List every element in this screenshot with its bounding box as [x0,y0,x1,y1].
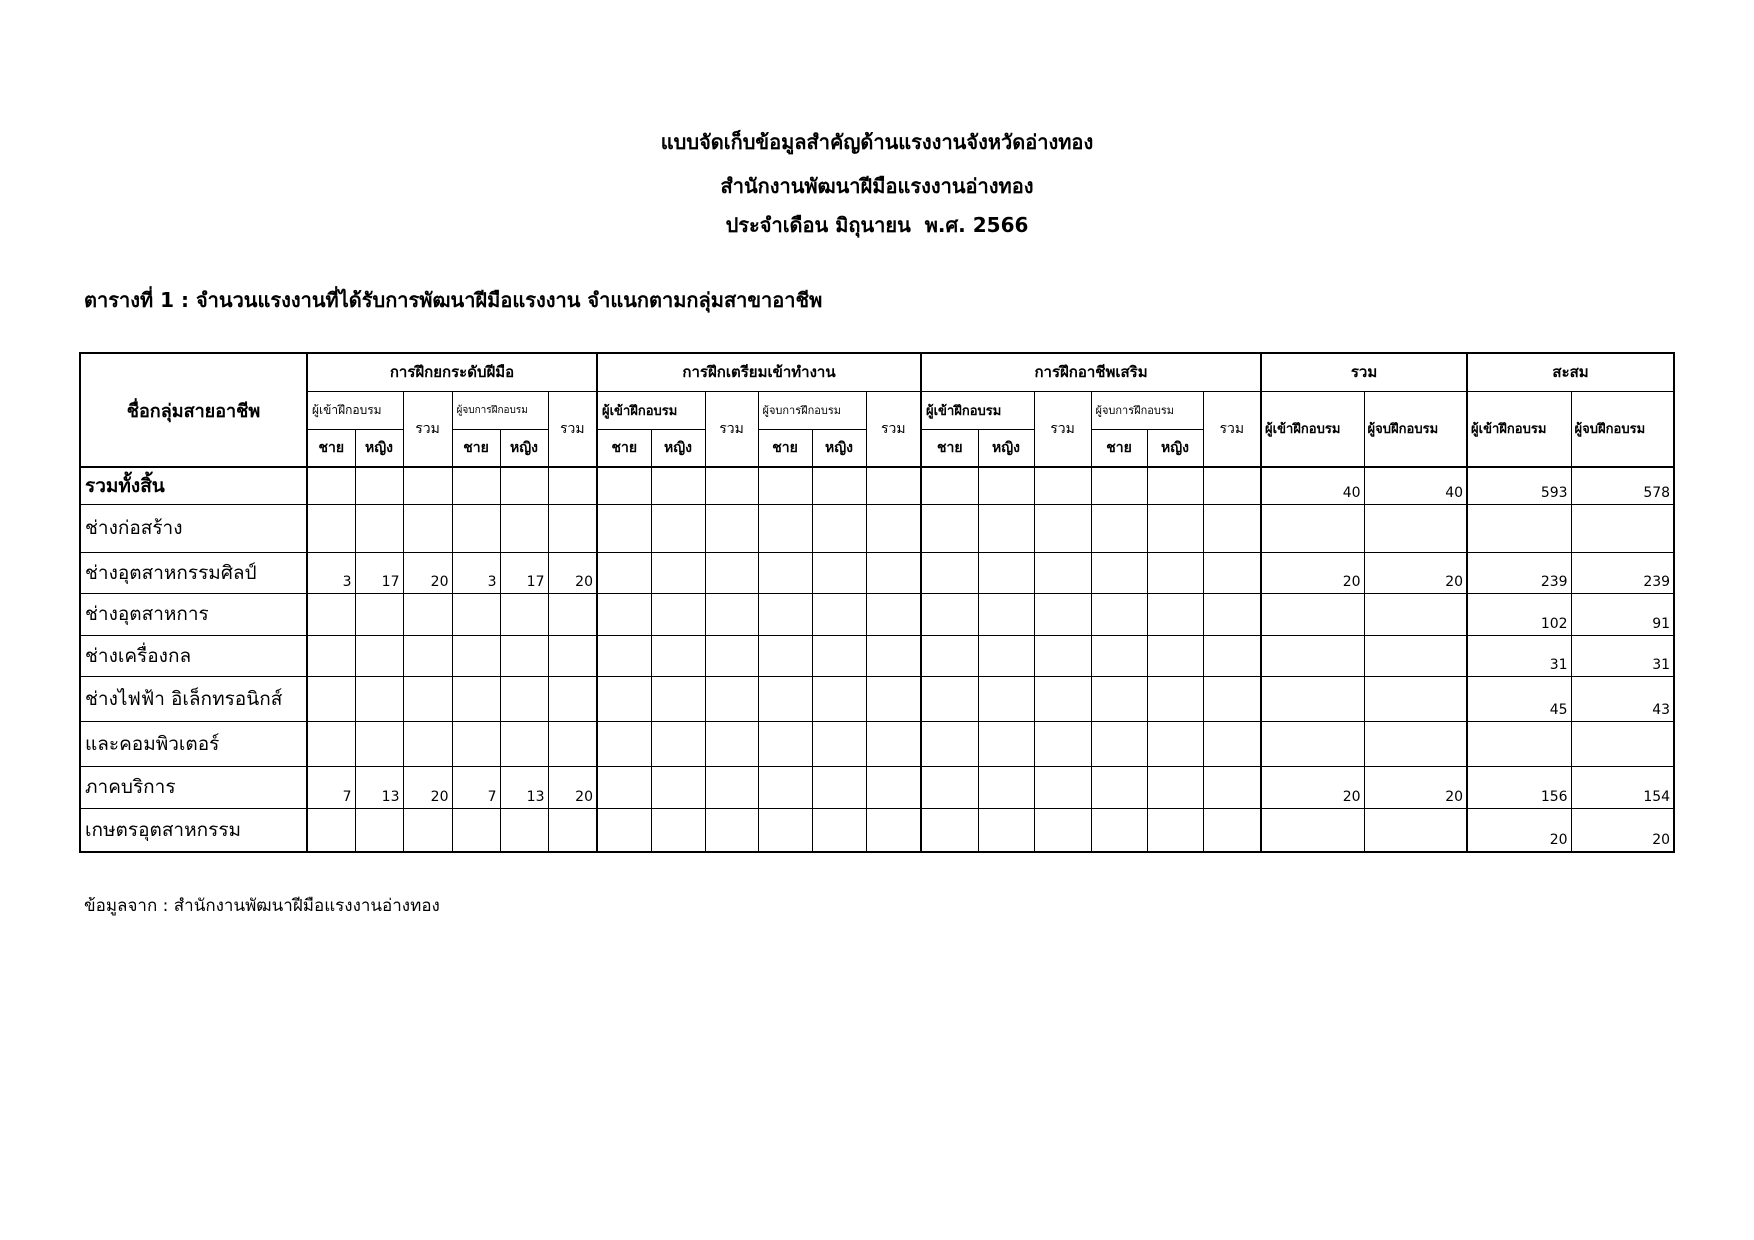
cumulative-completed-cell: 43 [1571,676,1674,721]
upgrade-completed-total-cell [548,721,597,766]
supp-completed-female-cell [1147,721,1203,766]
prep-completed-male-cell [758,552,812,593]
supp-completed-total-header: รวม [1203,391,1261,467]
upgrade-completed-female-cell [500,504,548,552]
upgrade-entered-female-header: หญิง [355,429,403,467]
upgrade-entered-total-header: รวม [403,391,452,467]
table-row-computer [80,721,1674,766]
prep-completed-total-cell [866,676,921,721]
header-row-groups [80,353,1674,391]
upgrade-entered-total-cell [403,504,452,552]
cumulative-completed-cell [1571,721,1674,766]
prep-completed-total-cell [866,467,921,504]
supp-entered-total-cell [1034,467,1091,504]
upgrade-entered-male-cell [307,467,355,504]
prep-entered-male-header: ชาย [597,429,651,467]
supp-entered-male-cell [921,593,978,635]
table-row-industrial-arts [80,552,1674,593]
prep-entered-total-cell [705,635,758,676]
upgrade-completed-male-cell: 3 [452,552,500,593]
upgrade-entered-male-header: ชาย [307,429,355,467]
document-title: แบบจัดเก็บข้อมูลสำคัญด้านแรงงานจังหวัดอ่างทอง [660,130,1094,154]
supp-completed-female-cell [1147,467,1203,504]
supp-entered-male-cell [921,635,978,676]
supp-entered-female-cell [978,504,1034,552]
cumulative-entered-cell: 31 [1467,635,1571,676]
skill-upgrade-header: การฝึกยกระดับฝีมือ [307,353,597,391]
supp-entered-female-cell [978,676,1034,721]
summary-completed-header: ผู้จบฝึกอบรม [1364,391,1467,467]
cumulative-completed-cell [1571,504,1674,552]
supp-completed-male-cell [1091,676,1147,721]
supp-entered-female-cell [978,467,1034,504]
row-label: ช่างไฟฟ้า อิเล็กทรอนิกส์ [80,676,307,721]
supp-entered-total-cell [1034,504,1091,552]
prep-entered-total-cell [705,593,758,635]
upgrade-completed-male-cell [452,635,500,676]
prep-entered-female-header: หญิง [651,429,705,467]
upgrade-entered-male-cell [307,593,355,635]
supp-completed-total-cell [1203,467,1261,504]
upgrade-entered-male-cell: 7 [307,766,355,808]
cumulative-entered-cell [1467,504,1571,552]
upgrade-entered-male-cell [307,721,355,766]
document-office: สำนักงานพัฒนาฝีมือแรงงานอ่างทอง [720,174,1034,198]
prep-entered-male-cell [597,467,651,504]
sum-completed-cell [1364,808,1467,852]
supp-completed-total-cell [1203,808,1261,852]
prep-completed-male-cell [758,721,812,766]
supp-entered-total-header: รวม [1034,391,1091,467]
upgrade-entered-male-cell: 3 [307,552,355,593]
upgrade-completed-female-cell [500,635,548,676]
upgrade-completed-total-cell: 20 [548,552,597,593]
upgrade-entered-female-cell [355,635,403,676]
upgrade-completed-male-header: ชาย [452,429,500,467]
upgrade-completed-female-header: หญิง [500,429,548,467]
supp-completed-female-cell [1147,593,1203,635]
sum-completed-cell [1364,593,1467,635]
supp-completed-total-cell [1203,676,1261,721]
upgrade-entered-total-cell [403,721,452,766]
upgrade-completed-female-cell [500,721,548,766]
upgrade-completed-female-cell [500,467,548,504]
cumulative-completed-header: ผู้จบฝึกอบรม [1571,391,1674,467]
upgrade-completed-header: ผู้จบการฝึกอบรม [452,391,548,429]
prep-entered-header: ผู้เข้าฝึกอบรม [597,391,705,429]
cumulative-entered-cell: 593 [1467,467,1571,504]
occupation-group-header: ชื่อกลุ่มสายอาชีพ [80,353,307,467]
upgrade-entered-female-cell [355,721,403,766]
supp-entered-male-cell [921,721,978,766]
sum-completed-cell [1364,635,1467,676]
table-row-agro-industry [80,808,1674,852]
prep-entered-male-cell [597,635,651,676]
upgrade-completed-female-cell: 13 [500,766,548,808]
supp-completed-male-header: ชาย [1091,429,1147,467]
supp-entered-male-header: ชาย [921,429,978,467]
supp-completed-female-cell [1147,552,1203,593]
prep-entered-female-cell [651,467,705,504]
supp-entered-female-cell [978,808,1034,852]
row-label: รวมทั้งสิ้น [80,467,307,504]
upgrade-entered-female-cell [355,467,403,504]
upgrade-entered-total-cell: 20 [403,766,452,808]
table-row-mechanical [80,635,1674,676]
upgrade-entered-total-cell [403,593,452,635]
prep-entered-total-cell [705,552,758,593]
supp-entered-female-header: หญิง [978,429,1034,467]
prep-completed-male-cell [758,808,812,852]
prep-entered-total-cell [705,676,758,721]
upgrade-completed-total-header: รวม [548,391,597,467]
prep-entered-female-cell [651,504,705,552]
upgrade-entered-female-cell [355,808,403,852]
supp-entered-total-cell [1034,676,1091,721]
supp-completed-male-cell [1091,808,1147,852]
header-row-subgroups [80,391,1674,429]
supp-entered-male-cell [921,808,978,852]
cumulative-completed-cell: 239 [1571,552,1674,593]
cumulative-entered-cell: 45 [1467,676,1571,721]
sum-entered-cell: 20 [1261,552,1364,593]
prep-entered-total-header: รวม [705,391,758,467]
table-caption: ตารางที่ 1 : จำนวนแรงงานที่ได้รับการพัฒนาฝีมือแรงงาน จำแนกตามกลุ่มสาขาอาชีพ [84,288,823,312]
cumulative-completed-cell: 578 [1571,467,1674,504]
upgrade-entered-male-cell [307,808,355,852]
upgrade-entered-male-cell [307,635,355,676]
supp-completed-total-cell [1203,552,1261,593]
supp-completed-female-cell [1147,635,1203,676]
upgrade-completed-male-cell [452,504,500,552]
supp-completed-header: ผู้จบการฝึกอบรม [1091,391,1203,429]
supp-entered-total-cell [1034,721,1091,766]
prep-completed-total-cell [866,504,921,552]
prep-completed-female-cell [812,676,866,721]
prep-completed-total-cell [866,635,921,676]
upgrade-entered-female-cell [355,504,403,552]
row-label: ช่างก่อสร้าง [80,504,307,552]
upgrade-completed-total-cell [548,676,597,721]
sum-entered-cell [1261,808,1364,852]
upgrade-completed-total-cell [548,635,597,676]
upgrade-completed-male-cell [452,721,500,766]
supp-completed-male-cell [1091,635,1147,676]
prep-entered-female-cell [651,766,705,808]
prep-completed-total-cell [866,593,921,635]
prep-completed-male-cell [758,635,812,676]
sum-completed-cell: 40 [1364,467,1467,504]
prep-entered-male-cell [597,766,651,808]
cumulative-completed-cell: 20 [1571,808,1674,852]
supp-completed-male-cell [1091,467,1147,504]
prep-completed-total-header: รวม [866,391,921,467]
supplementary-occupation-header: การฝึกอาชีพเสริม [921,353,1261,391]
supp-completed-male-cell [1091,593,1147,635]
supp-completed-female-cell [1147,766,1203,808]
prep-entered-male-cell [597,593,651,635]
prep-completed-female-cell [812,635,866,676]
supp-completed-male-cell [1091,766,1147,808]
row-label: และคอมพิวเตอร์ [80,721,307,766]
upgrade-entered-male-cell [307,504,355,552]
cumulative-entered-cell [1467,721,1571,766]
sum-completed-cell: 20 [1364,766,1467,808]
table-row-industrial [80,593,1674,635]
upgrade-completed-male-cell [452,676,500,721]
cumulative-entered-cell: 102 [1467,593,1571,635]
supp-completed-total-cell [1203,593,1261,635]
summary-total-header: รวม [1261,353,1467,391]
supp-entered-female-cell [978,552,1034,593]
cumulative-completed-cell: 31 [1571,635,1674,676]
supp-entered-male-cell [921,766,978,808]
prep-completed-total-cell [866,721,921,766]
supp-completed-total-cell [1203,721,1261,766]
prep-completed-female-cell [812,808,866,852]
supp-entered-male-cell [921,504,978,552]
prep-completed-female-cell [812,467,866,504]
supp-completed-female-cell [1147,676,1203,721]
prep-completed-male-cell [758,766,812,808]
row-label: ช่างเครื่องกล [80,635,307,676]
prep-entered-female-cell [651,552,705,593]
supp-entered-male-cell [921,467,978,504]
supp-completed-male-cell [1091,552,1147,593]
cumulative-entered-cell: 156 [1467,766,1571,808]
prep-entered-total-cell [705,467,758,504]
table-row-services [80,766,1674,808]
prep-completed-female-cell [812,766,866,808]
upgrade-completed-female-cell [500,676,548,721]
upgrade-entered-female-cell [355,593,403,635]
upgrade-entered-male-cell [307,676,355,721]
prep-completed-female-cell [812,552,866,593]
sum-entered-cell: 40 [1261,467,1364,504]
upgrade-completed-male-cell [452,467,500,504]
supp-completed-male-cell [1091,721,1147,766]
prep-completed-female-cell [812,721,866,766]
upgrade-entered-female-cell [355,676,403,721]
upgrade-completed-female-cell: 17 [500,552,548,593]
row-label: ช่างอุตสาหการ [80,593,307,635]
prep-entered-female-cell [651,635,705,676]
supp-entered-total-cell [1034,766,1091,808]
table-row-construction [80,504,1674,552]
sum-entered-cell [1261,593,1364,635]
pre-employment-header: การฝึกเตรียมเข้าทำงาน [597,353,921,391]
supp-completed-female-cell [1147,504,1203,552]
prep-completed-total-cell [866,766,921,808]
cumulative-header: สะสม [1467,353,1674,391]
supp-entered-total-cell [1034,552,1091,593]
cumulative-completed-cell: 154 [1571,766,1674,808]
upgrade-completed-total-cell: 20 [548,766,597,808]
prep-completed-total-cell [866,552,921,593]
prep-completed-male-cell [758,676,812,721]
table-row-electrical-electronics [80,676,1674,721]
upgrade-completed-male-cell [452,808,500,852]
prep-entered-total-cell [705,808,758,852]
cumulative-entered-header: ผู้เข้าฝึกอบรม [1467,391,1571,467]
prep-entered-male-cell [597,504,651,552]
supp-entered-header: ผู้เข้าฝึกอบรม [921,391,1034,429]
prep-completed-male-header: ชาย [758,429,812,467]
upgrade-completed-male-cell [452,593,500,635]
supp-entered-female-cell [978,593,1034,635]
supp-entered-male-cell [921,676,978,721]
prep-entered-female-cell [651,593,705,635]
upgrade-entered-total-cell [403,635,452,676]
prep-completed-total-cell [866,808,921,852]
supp-completed-total-cell [1203,504,1261,552]
row-label: เกษตรอุตสาหกรรม [80,808,307,852]
sum-completed-cell [1364,676,1467,721]
prep-completed-female-cell [812,593,866,635]
prep-entered-male-cell [597,552,651,593]
prep-entered-total-cell [705,504,758,552]
supp-entered-female-cell [978,635,1034,676]
supp-entered-male-cell [921,552,978,593]
upgrade-entered-total-cell [403,676,452,721]
upgrade-completed-male-cell: 7 [452,766,500,808]
prep-entered-male-cell [597,721,651,766]
cumulative-entered-cell: 239 [1467,552,1571,593]
prep-entered-female-cell [651,676,705,721]
document-period: ประจำเดือน มิถุนายน พ.ศ. 2566 [725,213,1029,237]
sum-entered-cell: 20 [1261,766,1364,808]
upgrade-entered-female-cell: 13 [355,766,403,808]
prep-completed-header: ผู้จบการฝึกอบรม [758,391,866,429]
supp-completed-male-cell [1091,504,1147,552]
prep-completed-male-cell [758,593,812,635]
upgrade-completed-total-cell [548,808,597,852]
prep-entered-total-cell [705,721,758,766]
cumulative-entered-cell: 20 [1467,808,1571,852]
supp-entered-total-cell [1034,808,1091,852]
sum-entered-cell [1261,721,1364,766]
sum-entered-cell [1261,504,1364,552]
supp-completed-total-cell [1203,766,1261,808]
row-label: ภาคบริการ [80,766,307,808]
prep-completed-male-cell [758,504,812,552]
summary-entered-header: ผู้เข้าฝึกอบรม [1261,391,1364,467]
supp-entered-total-cell [1034,593,1091,635]
sum-completed-cell [1364,504,1467,552]
supp-completed-total-cell [1203,635,1261,676]
workforce-table [79,352,1675,853]
supp-entered-female-cell [978,766,1034,808]
supp-entered-female-cell [978,721,1034,766]
upgrade-entered-total-cell [403,808,452,852]
upgrade-completed-total-cell [548,467,597,504]
prep-completed-male-cell [758,467,812,504]
sum-entered-cell [1261,635,1364,676]
upgrade-entered-header: ผู้เข้าฝึกอบรม [307,391,403,429]
table-row-grand-total [80,467,1674,504]
sum-completed-cell [1364,721,1467,766]
upgrade-completed-female-cell [500,808,548,852]
prep-entered-male-cell [597,808,651,852]
prep-entered-total-cell [705,766,758,808]
row-label: ช่างอุตสาหกรรมศิลป์ [80,552,307,593]
source-note: ข้อมูลจาก : สำนักงานพัฒนาฝีมือแรงงานอ่างทอง [84,896,440,916]
sum-completed-cell: 20 [1364,552,1467,593]
prep-entered-female-cell [651,721,705,766]
upgrade-completed-total-cell [548,504,597,552]
upgrade-entered-total-cell [403,467,452,504]
supp-completed-female-cell [1147,808,1203,852]
cumulative-completed-cell: 91 [1571,593,1674,635]
prep-entered-male-cell [597,676,651,721]
upgrade-entered-female-cell: 17 [355,552,403,593]
prep-entered-female-cell [651,808,705,852]
supp-entered-total-cell [1034,635,1091,676]
sum-entered-cell [1261,676,1364,721]
prep-completed-female-header: หญิง [812,429,866,467]
upgrade-completed-total-cell [548,593,597,635]
prep-completed-female-cell [812,504,866,552]
supp-completed-female-header: หญิง [1147,429,1203,467]
upgrade-entered-total-cell: 20 [403,552,452,593]
upgrade-completed-female-cell [500,593,548,635]
